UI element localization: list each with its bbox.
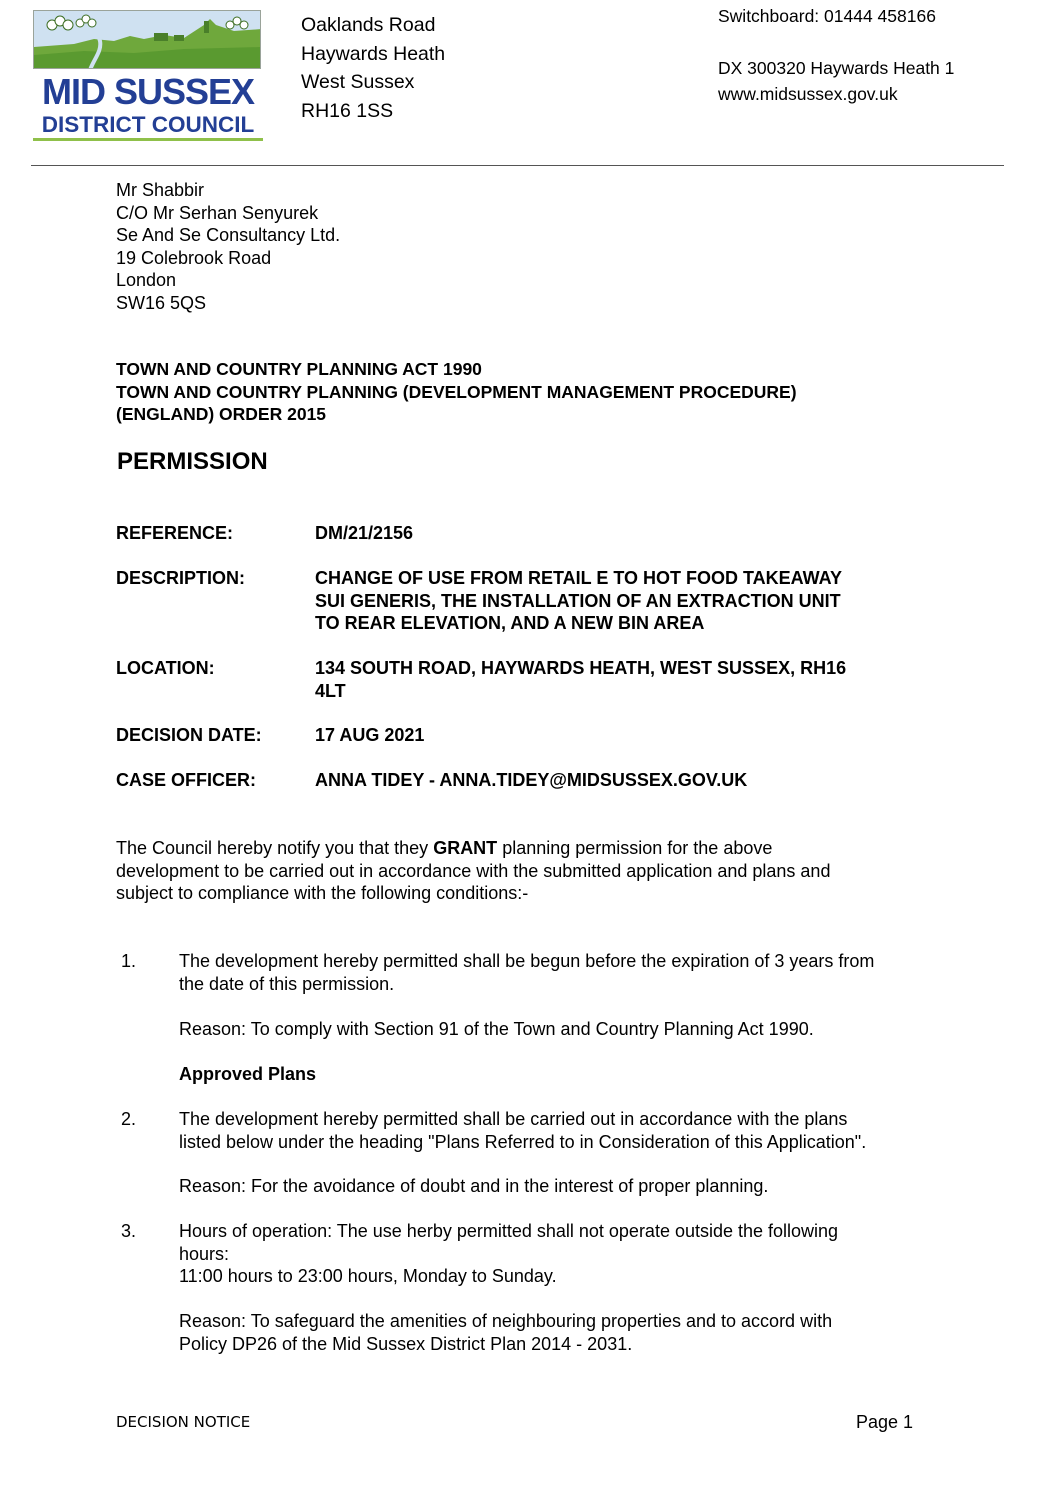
council-logo xyxy=(33,10,263,142)
description-line: CHANGE OF USE FROM RETAIL E TO HOT FOOD TAKEAWAY xyxy=(315,568,843,588)
document-title: PERMISSION xyxy=(117,448,268,475)
website-link[interactable]: www.midsussex.gov.uk xyxy=(718,84,898,104)
condition-line: The development hereby permitted shall be carried out in accordance with the plans xyxy=(179,1109,848,1129)
address-line: Haywards Heath xyxy=(301,42,446,65)
address-line: West Sussex xyxy=(301,71,415,93)
intro-line: development to be carried out in accordance with the submitted application and plans and xyxy=(116,860,831,881)
switchboard-number: Switchboard: 01444 458166 xyxy=(718,6,936,26)
condition-number: 1. xyxy=(121,951,137,971)
landscape-logo-icon xyxy=(33,10,261,69)
reason-line: Policy DP26 of the Mid Sussex District Plan 2014 - 2031. xyxy=(179,1333,633,1354)
condition-2-reason: Reason: For the avoidance of doubt and in the interest of proper planning. xyxy=(179,1176,769,1196)
reason-line: Reason: To safeguard the amenities of neighbouring properties and to accord with xyxy=(179,1311,833,1331)
condition-line: 11:00 hours to 23:00 hours, Monday to Sunday. xyxy=(179,1266,557,1286)
description-label: DESCRIPTION: xyxy=(116,568,246,588)
decision-date-value: 17 AUG 2021 xyxy=(315,725,425,745)
location-value xyxy=(315,657,915,702)
grant-statement xyxy=(116,837,906,905)
act-line: TOWN AND COUNTRY PLANNING (DEVELOPMENT MANAGEMENT PROCEDURE) xyxy=(116,381,797,402)
location-line: 4LT xyxy=(315,680,346,701)
grant-word: GRANT xyxy=(433,838,498,858)
location-line: 134 SOUTH ROAD, HAYWARDS HEATH, WEST SUSSEX, RH16 xyxy=(315,658,847,678)
condition-number: 2. xyxy=(121,1109,137,1129)
intro-before: The Council hereby notify you that they xyxy=(116,838,434,858)
footer-document-type: DECISION NOTICE xyxy=(116,1413,251,1431)
council-contact xyxy=(718,3,954,107)
intro-after: planning permission for the above xyxy=(497,838,773,858)
description-value xyxy=(315,567,915,635)
condition-1-reason: Reason: To comply with Section 91 of the Town and Country Planning Act 1990. xyxy=(179,1019,814,1039)
condition-3-reason xyxy=(179,1310,949,1355)
description-line: SUI GENERIS, THE INSTALLATION OF AN EXTRACTION UNIT xyxy=(315,590,841,611)
condition-1-text xyxy=(179,950,949,995)
act-line: TOWN AND COUNTRY PLANNING ACT 1990 xyxy=(116,359,482,379)
spacer xyxy=(718,29,954,55)
logo-name-line2: DISTRICT COUNCIL xyxy=(41,112,255,137)
reference-value: DM/21/2156 xyxy=(315,523,414,543)
condition-number: 3. xyxy=(121,1221,137,1241)
location-label: LOCATION: xyxy=(116,658,215,678)
approved-plans-heading: Approved Plans xyxy=(179,1064,317,1084)
legislation-heading xyxy=(116,358,797,426)
case-officer-value: ANNA TIDEY - ANNA.TIDEY@MIDSUSSEX.GOV.UK xyxy=(315,770,748,790)
decision-date-label: DECISION DATE: xyxy=(116,725,262,745)
page-number: Page 1 xyxy=(856,1412,914,1432)
recipient-line: 19 Colebrook Road xyxy=(116,247,272,268)
condition-line: listed below under the heading "Plans Referred to in Consideration of this Application". xyxy=(179,1131,867,1152)
description-line: TO REAR ELEVATION, AND A NEW BIN AREA xyxy=(315,613,705,633)
condition-line: hours: xyxy=(179,1243,230,1264)
recipient-line: SW16 5QS xyxy=(116,292,207,313)
condition-3-text xyxy=(179,1220,949,1288)
logo-name-line1: MID SUSSEX xyxy=(41,71,255,112)
dx-number: DX 300320 Haywards Heath 1 xyxy=(718,58,955,78)
intro-line xyxy=(116,837,906,860)
condition-line: The development hereby permitted shall be begun before the expiration of 3 years from xyxy=(179,951,875,971)
condition-2-text xyxy=(179,1108,949,1153)
address-line: RH16 1SS xyxy=(301,99,394,122)
act-line: (ENGLAND) ORDER 2015 xyxy=(116,404,327,424)
condition-line: Hours of operation: The use herby permitted shall not operate outside the following xyxy=(179,1221,839,1241)
case-officer-label: CASE OFFICER: xyxy=(116,770,257,790)
recipient-line: London xyxy=(116,270,177,290)
logo-underline xyxy=(33,138,263,141)
recipient-line: Se And Se Consultancy Ltd. xyxy=(116,225,341,245)
recipient-line: Mr Shabbir xyxy=(116,180,205,200)
condition-line: the date of this permission. xyxy=(179,973,395,994)
header-divider xyxy=(31,165,1004,166)
intro-line: subject to compliance with the following conditions:- xyxy=(116,883,529,903)
reference-label: REFERENCE: xyxy=(116,523,234,543)
council-address xyxy=(301,11,445,125)
recipient-line: C/O Mr Serhan Senyurek xyxy=(116,202,319,223)
recipient-address xyxy=(116,179,340,314)
address-line: Oaklands Road xyxy=(301,14,436,36)
